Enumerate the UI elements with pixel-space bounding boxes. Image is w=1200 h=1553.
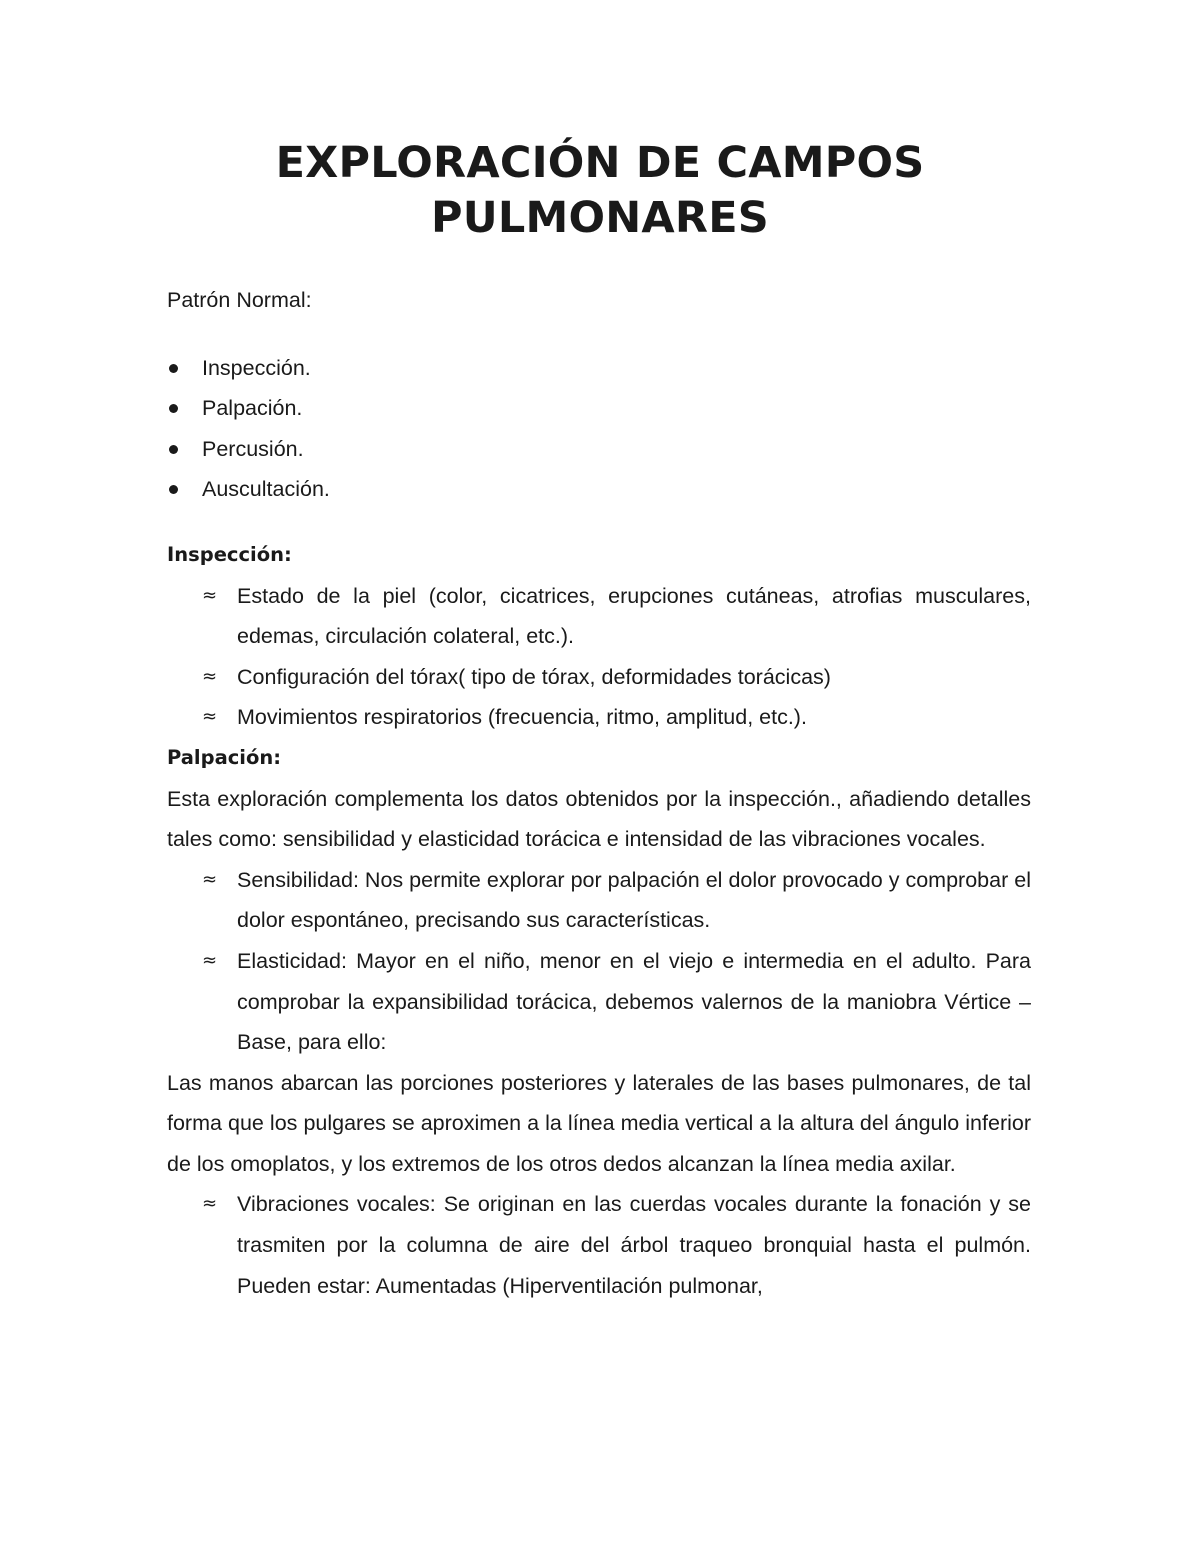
list-item [167,657,1031,698]
bullet-item [167,388,1031,429]
bullet-item [167,429,1031,470]
document-body [167,280,1031,1306]
list-item-text: Configuración del tórax( tipo de tórax, deformidades torácicas) [237,664,831,689]
list-item [167,941,1031,1063]
approx-symbol-icon: ≈ [202,868,218,890]
list-item-text: Estado de la piel (color, cicatrices, erupciones cutáneas, atrofias musculares, edemas, circulación colateral, etc.). [237,583,1031,649]
bullet-item-text: Auscultación. [202,477,330,502]
list-item-text: Sensibilidad: Nos permite explorar por palpación el dolor provocado y comprobar el dolor espontáneo, precisando sus características. [237,867,1031,933]
inspeccion-list [167,576,1031,738]
approx-symbol-icon: ≈ [202,1193,218,1215]
list-item-text: Vibraciones vocales: Se originan en las cuerdas vocales durante la fonación y se trasmiten por la columna de aire del árbol traqueo bronquial hasta el pulmón. Pueden estar: Aumentadas (Hiperventilación pulmonar, [237,1192,1031,1298]
palpacion-paragraph-2: Las manos abarcan las porciones posteriores y laterales de las bases pulmonares, de tal forma que los pulgares se aproximen a la línea media vertical a la altura del ángulo inferior de los omoplatos, y los extremos de los otros dedos alcanzan la línea media axilar. [167,1070,1031,1176]
title-line-2: PULMONARES [431,193,769,243]
list-item-text: Movimientos respiratorios (frecuencia, ritmo, amplitud, etc.). [237,705,807,730]
palpacion-list-2 [167,1184,1031,1306]
bullet-item [167,348,1031,389]
approx-symbol-icon: ≈ [202,706,218,728]
approx-symbol-icon: ≈ [202,665,218,687]
title-line-1: EXPLORACIÓN DE CAMPOS [275,138,925,188]
bullet-list [167,348,1031,510]
intro-text: Patrón Normal: [167,288,312,312]
bullet-item-text: Palpación. [202,396,303,421]
bullet-dot-icon [169,445,178,454]
bullet-dot-icon [169,404,178,413]
bullet-dot-icon [169,364,178,373]
list-item [167,860,1031,941]
bullet-dot-icon [169,485,178,494]
palpacion-list [167,860,1031,1063]
approx-symbol-icon: ≈ [202,949,218,971]
document-title [167,136,1033,246]
list-item [167,697,1031,738]
bullet-item [167,469,1031,510]
section-heading-palpacion: Palpación: [167,745,282,769]
approx-symbol-icon: ≈ [202,584,218,606]
list-item-text: Elasticidad: Mayor en el niño, menor en el viejo e intermedia en el adulto. Para comprobar la expansibilidad torácica, debemos valernos de la maniobra Vértice – Base, para ello: [237,948,1031,1055]
bullet-item-text: Percusión. [202,436,304,461]
list-item [167,576,1031,657]
palpacion-paragraph: Esta exploración complementa los datos obtenidos por la inspección., añadiendo detalles tales como: sensibilidad y elasticidad torácica e intensidad de las vibraciones vocales. [167,786,1031,852]
list-item [167,1184,1031,1306]
section-heading-inspeccion: Inspección: [167,542,292,566]
bullet-item-text: Inspección. [202,355,311,380]
